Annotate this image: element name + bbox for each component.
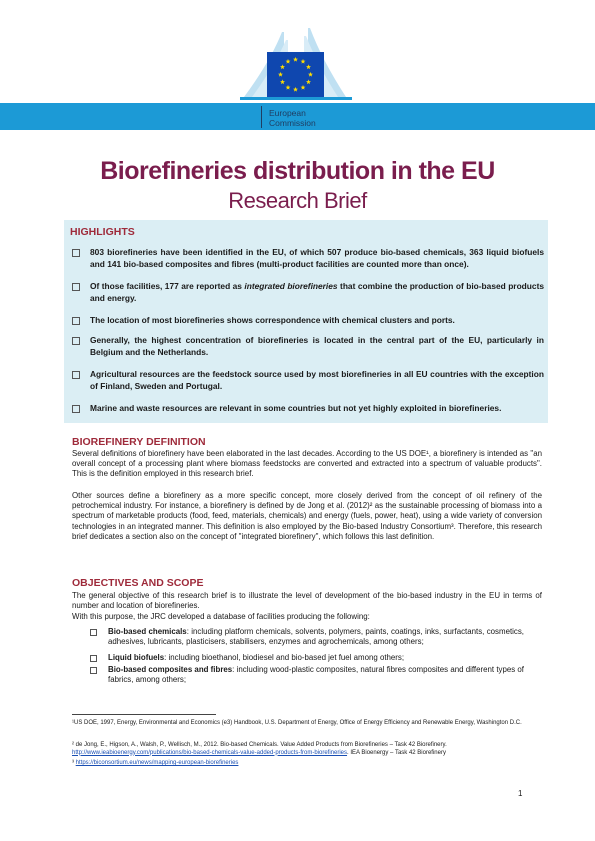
checkbox-icon <box>72 249 80 257</box>
highlight-item <box>70 281 544 304</box>
footnote-2-link[interactable]: http://www.ieabioenergy.com/publications/bio-based-chemicals-value-added-products-from-biorefineries <box>72 749 348 756</box>
checkbox-icon <box>90 667 97 674</box>
footnote-divider <box>72 714 216 715</box>
logo-line-commission: Commission <box>269 118 316 128</box>
checkbox-icon <box>72 337 80 345</box>
highlight-item: Marine and waste resources are relevant in some countries but not yet highly exploited in biorefineries. <box>70 403 544 415</box>
highlight-item: Generally, the highest concentration of biorefineries is located in the central part of the EU, particularly in Belgium and the Netherlands. <box>70 335 544 358</box>
objectives-paragraph-2: With this purpose, the JRC developed a database of facilities producing the following: <box>72 612 370 621</box>
footnote-1: ¹US DOE, 1997, Energy, Environmental and Economics (e3) Handbook, U.S. Department of Energy, Office of Energy Efficiency and Renewable Energy, Washington D.C. <box>72 720 522 726</box>
logo-line-european: European <box>269 108 306 118</box>
section-heading-definition: BIOREFINERY DEFINITION <box>72 436 206 448</box>
checkbox-icon <box>72 317 80 325</box>
highlight-item: Agricultural resources are the feedstock source used by most biorefineries in all EU countries with the exception of Finland, Sweden and Portugal. <box>70 369 544 392</box>
objectives-paragraph-1: The general objective of this research brief is to illustrate the level of development of the bio-based industry in the EU in terms of number and location of biorefineries. <box>72 591 542 611</box>
footnote-3: ³ https://biconsortium.eu/news/mapping-european-biorefineries <box>72 760 239 766</box>
page-title: Biorefineries distribution in the EU <box>100 157 495 185</box>
section-heading-objectives: OBJECTIVES AND SCOPE <box>72 577 204 589</box>
definition-paragraph-1: Several definitions of biorefinery have been elaborated in the last decades. According to the US DOE¹, a biorefinery is intended as "an overall concept of a processing plant where biomass feedstocks are converted and extracted into a spectrum of valuable products". This is the definition employed in this research brief. <box>72 449 542 479</box>
logo-wordmark <box>269 108 316 128</box>
highlight-item: 803 biorefineries have been identified in the EU, of which 507 produce bio-based chemicals, 363 liquid biofuels and 141 bio-based composites and fibres (multi-product facilities are counted more than once). <box>70 247 544 270</box>
checkbox-icon <box>72 371 80 379</box>
definition-paragraph-2: Other sources define a biorefinery as a more specific concept, more closely derived from the concept of oil refinery of the petrochemical industry. For instance, a biorefinery is defined by de Jong et al. (2012)² as the sustainable processing of biomass into a spectrum of marketable products (food, feed, materials, chemicals) and energy (fuels, power, heat), using a wide variety of conversion technologies in an integrated manner. This definition is also employed by the Bio-based Industry Consortium³. Therefore, this research brief dedicates a section also on the concept of "integrated biorefinery", which follows this last definition. <box>72 491 542 541</box>
list-item: Bio-based composites and fibres: including wood-plastic composites, natural fibres composites and different types of fabrics, among others; <box>90 665 524 685</box>
list-item: Liquid biofuels: including bioethanol, biodiesel and bio-based jet fuel among others; <box>90 653 524 663</box>
highlights-heading: HIGHLIGHTS <box>70 226 135 238</box>
highlight-item: The location of most biorefineries shows correspondence with chemical clusters and ports. <box>70 315 544 327</box>
page-number: 1 <box>518 789 523 798</box>
page-subtitle: Research Brief <box>228 188 367 213</box>
checkbox-icon <box>90 655 97 662</box>
logo-divider <box>261 106 262 128</box>
footnote-2: ² de Jong, E., Higson, A., Walsh, P., Wellisch, M., 2012. Bio-based Chemicals. Value Added Products from Biorefineries – Task 42 Biorefinery. http://www.ieabioenergy.com/publications/bio-based-chemicals-value-added-products-from-biorefineries. IEA Bioenergy – Task 42 Biorefinery <box>72 742 447 756</box>
footnote-3-link[interactable]: https://biconsortium.eu/news/mapping-european-biorefineries <box>75 760 239 766</box>
list-item: Bio-based chemicals: including platform chemicals, solvents, polymers, paints, coatings, inks, surfactants, cosmetics, adhesives, lubricants, plasticisers, stabilisers, enzymes and agrochemicals, among others; <box>90 627 524 647</box>
checkbox-icon <box>90 629 97 636</box>
checkbox-icon <box>72 283 80 291</box>
checkbox-icon <box>72 405 80 413</box>
highlight-text-integrated: Of those facilities, 177 are reported as integrated biorefineries that combine the production of bio-based products and energy. <box>90 281 545 303</box>
